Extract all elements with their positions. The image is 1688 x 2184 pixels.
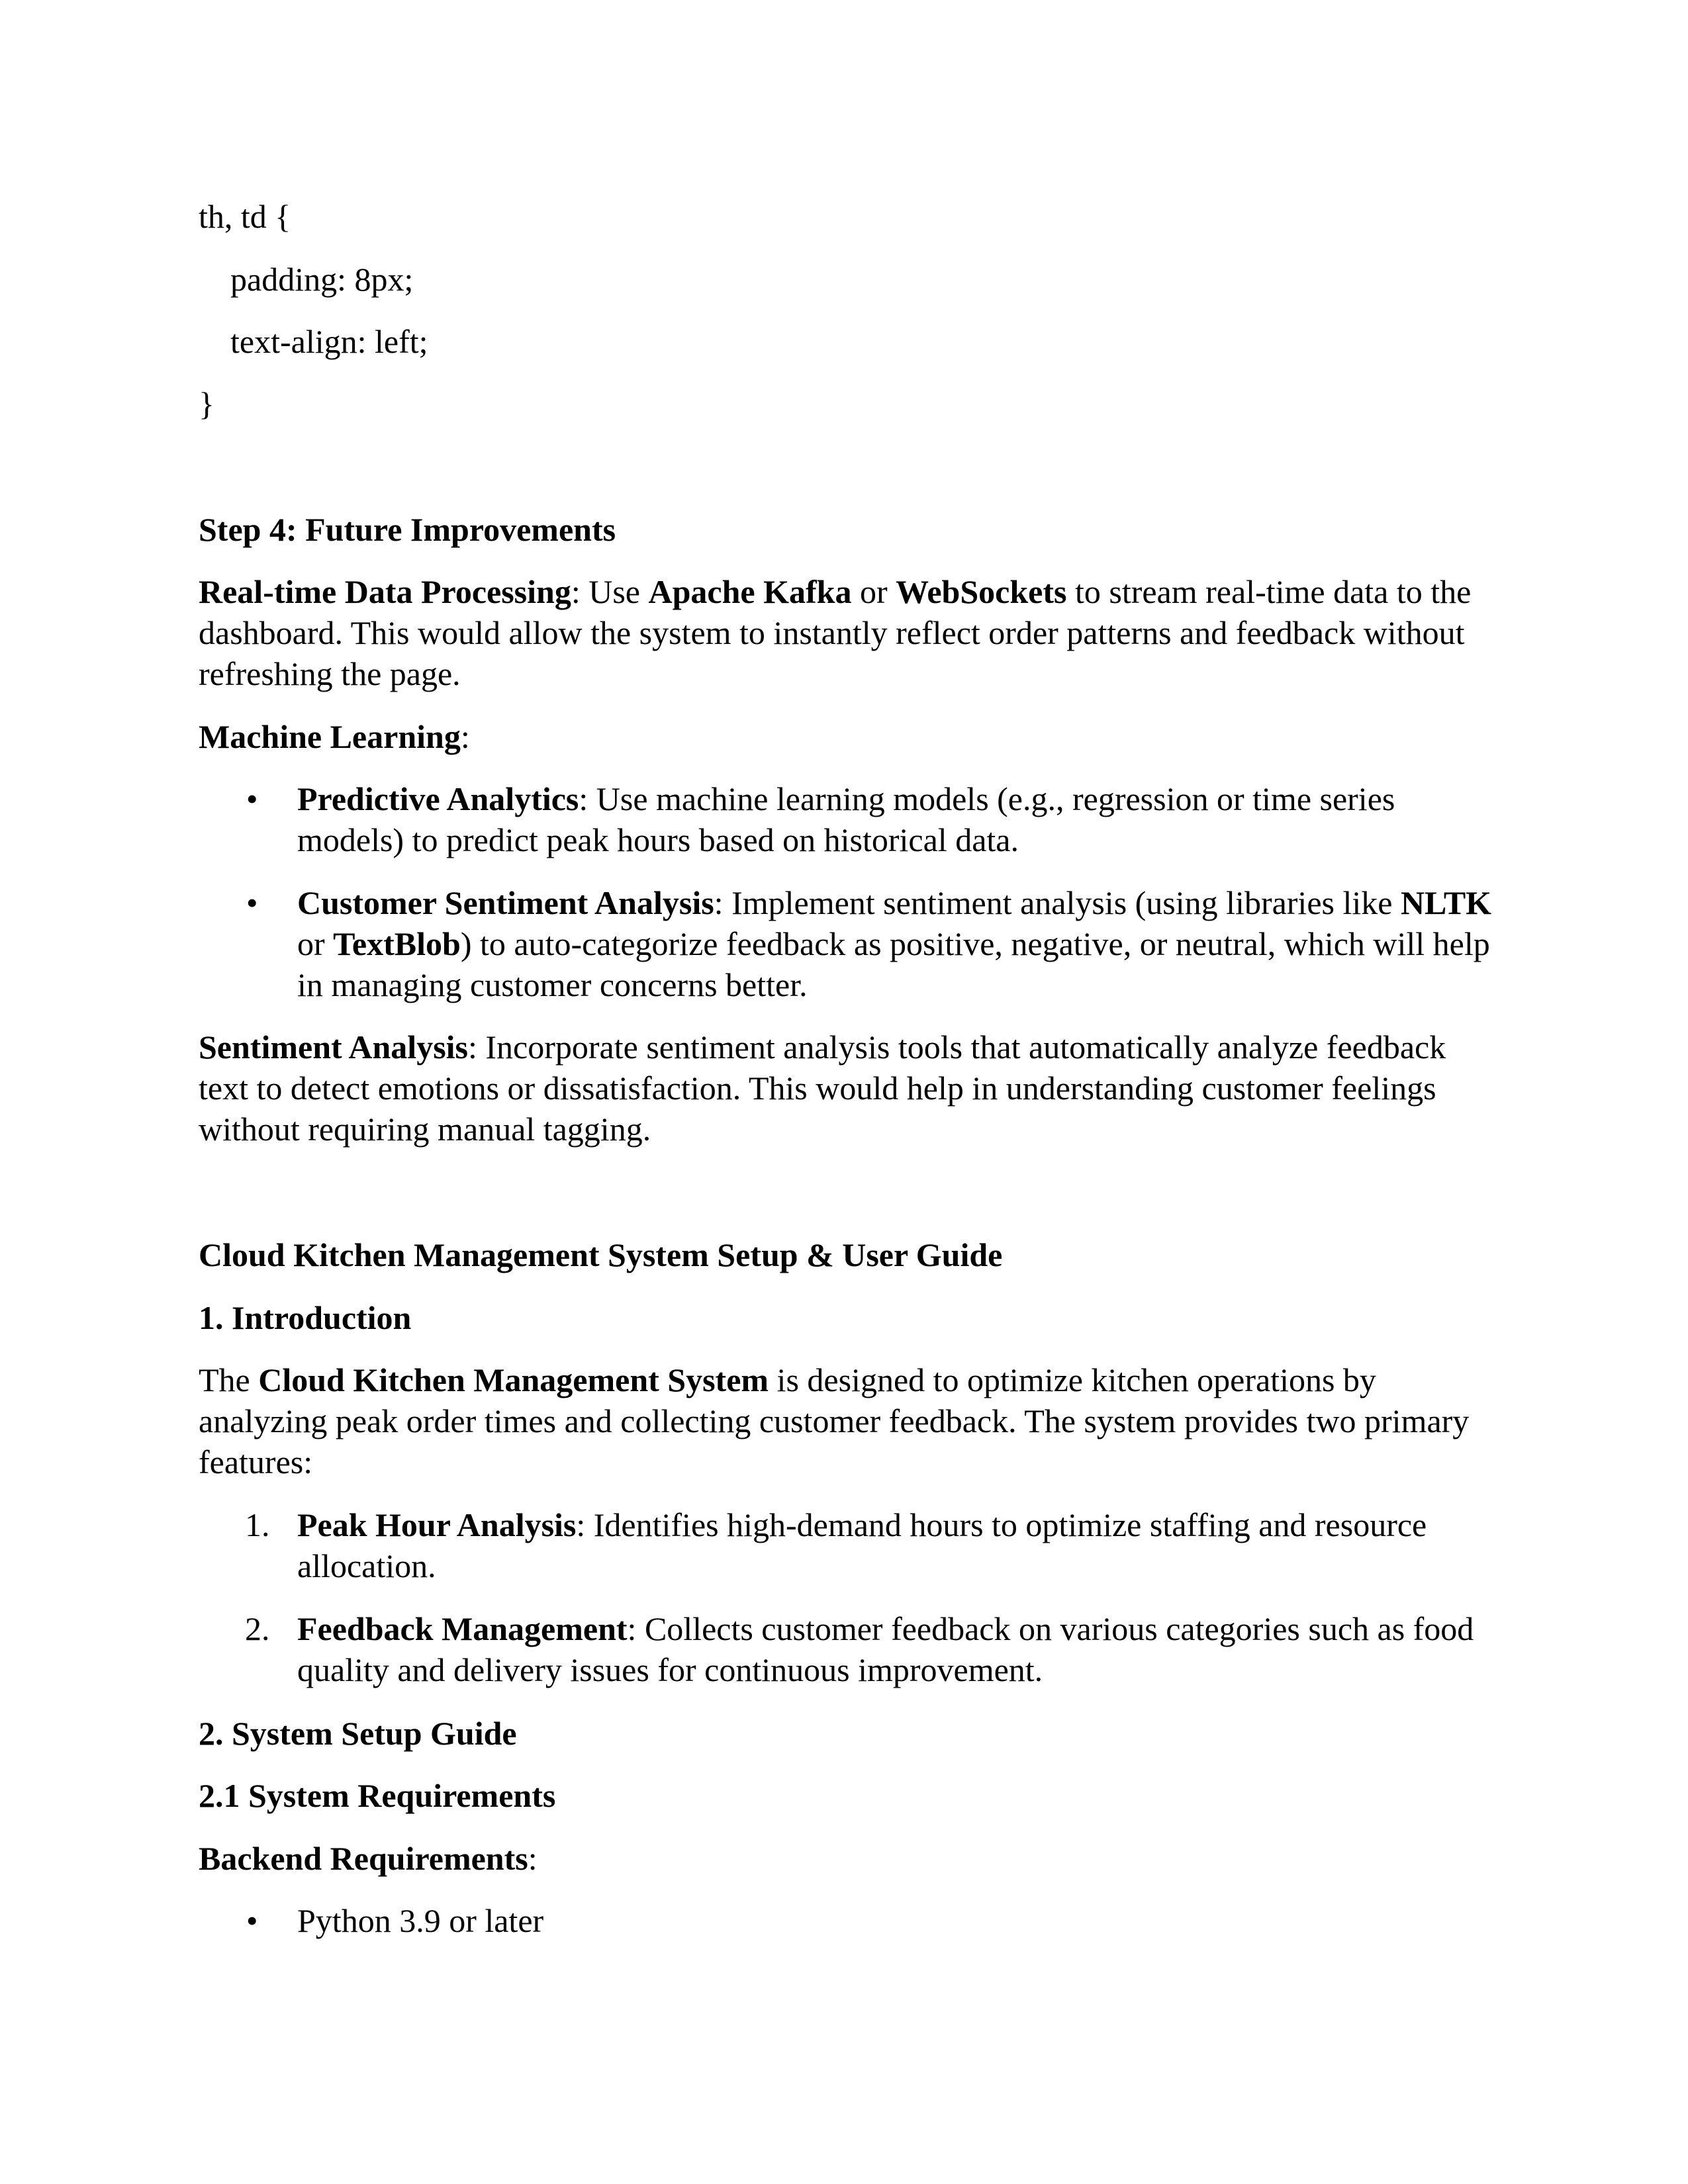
code-line: th, td { xyxy=(199,198,291,235)
realtime-label: Real-time Data Processing xyxy=(199,573,571,610)
list-number: 2. xyxy=(245,1610,270,1647)
bullet-marker: • xyxy=(246,884,258,921)
list-item: Peak Hour Analysis: Identifies high-demand hours to optimize staffing and resource allocation. xyxy=(297,1506,1427,1584)
code-line: } xyxy=(199,385,214,422)
list-item: Predictive Analytics: Use machine learning models (e.g., regression or time series models) to predict peak hours based on historical data. xyxy=(297,780,1395,858)
list-item: Feedback Management: Collects customer feedback on various categories such as food quality and delivery issues for continuous improvement. xyxy=(297,1610,1474,1688)
nltk-term: NLTK xyxy=(1400,884,1492,921)
code-line: padding: 8px; xyxy=(230,261,414,298)
list-number: 1. xyxy=(245,1506,270,1543)
requirements-heading: 2.1 System Requirements xyxy=(199,1777,556,1814)
system-name: Cloud Kitchen Management System xyxy=(258,1361,769,1398)
ml-heading: Machine Learning: xyxy=(199,718,470,755)
textblob-term: TextBlob xyxy=(333,925,461,962)
backend-heading: Backend Requirements: xyxy=(199,1840,538,1877)
realtime-paragraph: Real-time Data Processing: Use Apache Kafka or WebSockets to stream real-time data to the dashboard. This would allow the system to instantly reflect order patterns and feedback without refreshing the page. xyxy=(199,573,1472,692)
websockets-term: WebSockets xyxy=(896,573,1067,610)
section-heading: Step 4: Future Improvements xyxy=(199,511,616,548)
list-item: Python 3.9 or later xyxy=(297,1902,544,1939)
setup-heading: 2. System Setup Guide xyxy=(199,1715,517,1752)
code-line: text-align: left; xyxy=(230,323,428,360)
intro-heading: 1. Introduction xyxy=(199,1299,412,1336)
bullet-marker: • xyxy=(246,780,258,817)
guide-title: Cloud Kitchen Management System Setup & User Guide xyxy=(199,1236,1003,1273)
intro-paragraph: The Cloud Kitchen Management System is designed to optimize kitchen operations by analyzing peak order times and collecting customer feedback. The system provides two primary features: xyxy=(199,1361,1470,1480)
kafka-term: Apache Kafka xyxy=(648,573,852,610)
bullet-marker: • xyxy=(246,1902,258,1939)
list-item: Customer Sentiment Analysis: Implement sentiment analysis (using libraries like NLTK or TextBlob) to auto-categorize feedback as positive, negative, or neutral, which will help in managing customer concerns better. xyxy=(297,884,1492,1003)
sentiment-paragraph: Sentiment Analysis: Incorporate sentiment analysis tools that automatically analyze feedback text to detect emotions or dissatisfaction. This would help in understanding customer feelings without requiring manual tagging. xyxy=(199,1028,1446,1148)
